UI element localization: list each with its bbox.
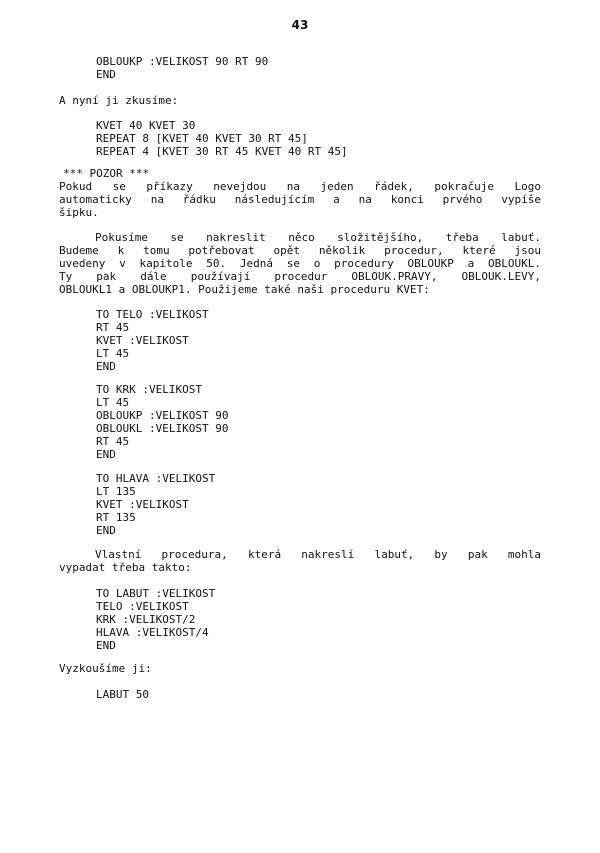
text-line: OBLOUKL1 a OBLOUKP1. Použijeme také naši proceduru KVET: bbox=[59, 283, 430, 296]
code-line: REPEAT 8 [KVET 40 KVET 30 RT 45] bbox=[96, 132, 308, 145]
code-line: LT 45 bbox=[96, 347, 130, 360]
code-line: LABUT 50 bbox=[96, 688, 149, 701]
code-line: TO TELO :VELIKOST bbox=[96, 308, 209, 321]
code-line: END bbox=[96, 639, 116, 652]
code-line: LT 135 bbox=[96, 485, 136, 498]
code-line: KVET :VELIKOST bbox=[96, 498, 189, 511]
body-text: A nyní ji zkusíme: bbox=[59, 94, 179, 107]
text-line: šipku. bbox=[59, 206, 99, 219]
code-line: LT 45 bbox=[96, 396, 130, 409]
code-line: RT 135 bbox=[96, 511, 136, 524]
text-line: Vlastní procedura, která nakreslí labuť, by pak mohla bbox=[95, 548, 541, 561]
code-line: TELO :VELIKOST bbox=[96, 600, 189, 613]
code-line: OBLOUKP :VELIKOST 90 RT 90 bbox=[96, 55, 269, 68]
text-line: vypadat třeba takto: bbox=[59, 561, 192, 574]
code-line: TO LABUT :VELIKOST bbox=[96, 587, 216, 600]
code-line: END bbox=[96, 68, 116, 81]
code-line: KRK :VELIKOST/2 bbox=[96, 613, 196, 626]
code-line: TO HLAVA :VELIKOST bbox=[96, 472, 216, 485]
code-line: END bbox=[96, 448, 116, 461]
code-line: RT 45 bbox=[96, 321, 130, 334]
body-paragraph bbox=[59, 231, 541, 296]
body-paragraph bbox=[59, 548, 541, 574]
code-line: OBLOUKP :VELIKOST 90 bbox=[96, 409, 229, 422]
text-line: uvedeny v kapitole 50. Jedná se o procedury OBLOUKP a OBLOUKL. bbox=[59, 257, 541, 270]
code-line: REPEAT 4 [KVET 30 RT 45 KVET 40 RT 45] bbox=[96, 145, 348, 158]
code-line: KVET 40 KVET 30 bbox=[96, 119, 196, 132]
code-line: RT 45 bbox=[96, 435, 130, 448]
text-line: Pokud se příkazy nevejdou na jeden řádek, pokračuje Logo bbox=[59, 180, 541, 193]
page-number: 43 bbox=[291, 18, 309, 32]
code-line: END bbox=[96, 524, 116, 537]
code-line: KVET :VELIKOST bbox=[96, 334, 189, 347]
code-line: HLAVA :VELIKOST/4 bbox=[96, 626, 209, 639]
code-line: OBLOUKL :VELIKOST 90 bbox=[96, 422, 229, 435]
code-line: TO KRK :VELIKOST bbox=[96, 383, 202, 396]
text-line: Pokusíme se nakreslit něco složitějšího, třeba labuť. bbox=[95, 231, 541, 244]
text-line: automaticky na řádku následujícím a na konci prvého vypíše bbox=[59, 193, 541, 206]
warning-heading: *** POZOR *** bbox=[63, 167, 150, 180]
warning-paragraph bbox=[59, 180, 541, 219]
code-line: END bbox=[96, 360, 116, 373]
text-line: Ty pak dále používají procedur OBLOUK.PRAVY, OBLOUK.LEVY, bbox=[59, 270, 541, 283]
text-line: Budeme k tomu potřebovat opět několik procedur, které jsou bbox=[59, 244, 541, 257]
body-text: Vyzkoušíme ji: bbox=[59, 662, 152, 675]
